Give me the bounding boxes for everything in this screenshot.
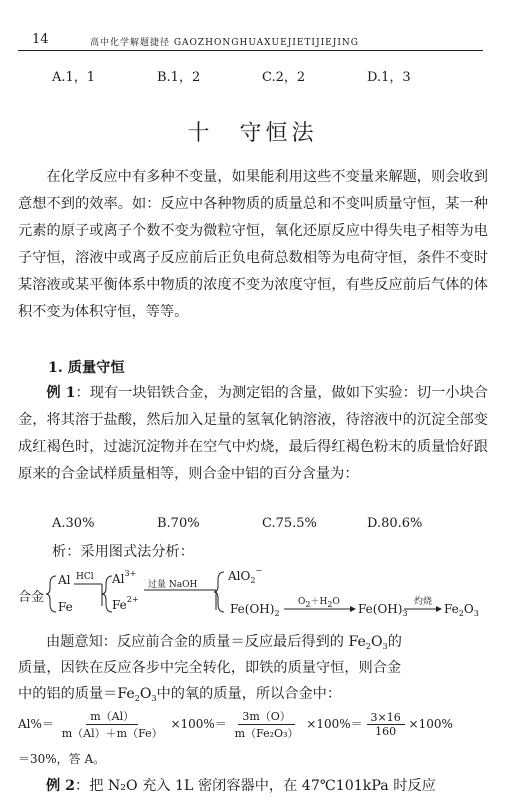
example-2-text: ：把 N₂O 充入 1L 密闭容器中，在 47℃101kPa 时反应: [75, 778, 436, 794]
reasoning-line-3: 中的铝的质量$=Fe_2O_3$中的氧的质量，所以合金中：: [18, 686, 342, 703]
page-number: 14: [32, 32, 49, 47]
option-d: D.1，3: [367, 70, 411, 85]
example-2-line: [46, 775, 505, 795]
option-d: D.80.6%: [367, 516, 423, 531]
naoh-label: 过量 NaOH: [148, 580, 198, 590]
formula-line: [18, 708, 488, 741]
intro-paragraph: 在化学反应中有多种不变量，如果能利用这些不变量来解题，则会收到意想不到的效率。如：反应中各种物质的质量总和不变叫质量守恒，某一种元素的原子或离子个数不变为微粒守恒，氧化还原反应中得失电子相等为电子守恒，溶液中或离子反应前后正负电荷总数相等为电荷守恒，条件不变时某溶液或某平衡体系中物质的浓度不变为浓度守恒，有些反应前后气体的体积不变为体积守恒，等等。: [18, 169, 488, 320]
fe-ion: $Fe^{2+}$: [112, 595, 139, 612]
feoh3-label: $Fe(OH)_3$: [358, 602, 408, 618]
section-title: 十 守恒法: [187, 121, 318, 146]
example-1-paragraph: [18, 380, 488, 488]
times-100-2: ×100%＝: [306, 717, 363, 731]
option-b: B.70%: [157, 516, 200, 531]
option-b: B.1，2: [157, 70, 201, 85]
running-title: 高中化学解题捷径 GAOZHONGHUAXUEJIETIJIEJING: [90, 38, 359, 48]
example-1-label: 例 1: [46, 385, 76, 401]
fe-label: Fe: [58, 600, 73, 614]
times-100-1: ×100%＝: [170, 717, 227, 731]
times-100-3: ×100%: [408, 717, 453, 731]
reaction-diagram: [12, 566, 494, 622]
formula-lhs: Al%＝: [18, 717, 54, 731]
running-header: [18, 32, 483, 51]
option-c: C.75.5%: [262, 516, 317, 531]
o2-h2o-label: O2＋H2O: [298, 597, 340, 609]
example-1-text: ：现有一块铝铁合金，为测定铝的含量，做如下实验：切一小块合金，将其溶于盐酸，然后加入足量的氢氧化钠溶液，待溶液中的沉淀全部变成红褐色时，过滤沉淀物并在空气中灼烧，最后得红褐色粉末的质量恰好跟原来的合金试样质量相等，则合金中铝的百分含量为：: [18, 385, 488, 482]
fe2o3-label: $Fe_2O_3$: [444, 602, 479, 618]
option-a: A.1，1: [52, 70, 96, 85]
alloy-label: 合金: [18, 590, 45, 605]
alo2-label: AlO$_2$−: [228, 566, 263, 585]
example-1-options: [52, 516, 472, 531]
feoh2-label: $Fe(OH)_2$: [230, 602, 280, 618]
fraction-1: $\frac{m(Al)}{m(Al)+m(Fe)}$: [61, 710, 163, 740]
ignite-label: 灼烧: [414, 597, 433, 607]
al-ion: $Al^{3+}$: [112, 569, 137, 586]
analysis-line: 析：采用图式法分析：: [52, 544, 194, 560]
reasoning-line-1: 由题意知：反应前合金的质量＝反应最后得到的 $Fe_2O_3$的: [46, 634, 402, 651]
previous-question-options: [52, 66, 472, 85]
subheading: 1. 质量守恒: [48, 360, 125, 376]
al-label: Al: [58, 573, 71, 587]
option-a: A.30%: [52, 516, 95, 531]
reasoning-line-2: 质量，因铁在反应各步中完全转化，即铁的质量守恒，则合金: [18, 660, 402, 676]
fraction-2: $\frac{3m(O)}{\text{m（Fe₂O₃）}}$: [234, 710, 299, 740]
formula-result: ＝30%，答 A。: [18, 752, 106, 766]
hcl-label: HCl: [76, 572, 94, 582]
example-2-label: 例 2: [46, 778, 75, 794]
option-c: C.2，2: [262, 70, 306, 85]
fraction-3: $\frac{3\times 16}{160}$: [367, 711, 405, 738]
